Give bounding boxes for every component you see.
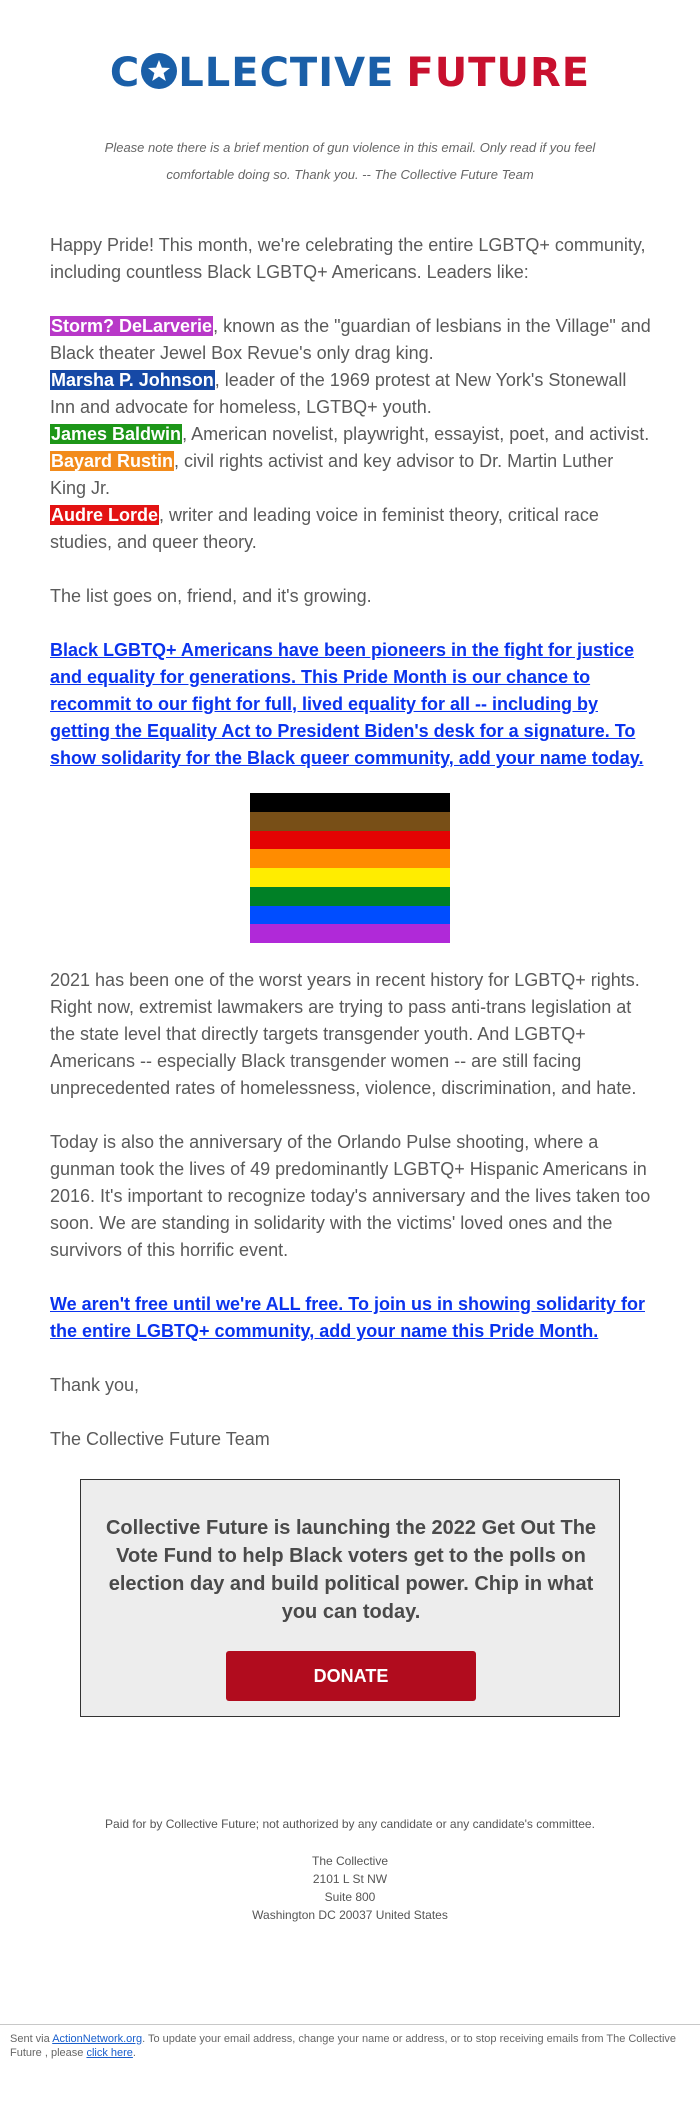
cta-paragraph-1 bbox=[50, 637, 652, 772]
logo-word-collective: C LLECTIVE bbox=[109, 50, 395, 96]
leader-name: James Baldwin bbox=[51, 424, 182, 444]
flag-stripe bbox=[250, 887, 450, 906]
intro-paragraph: Happy Pride! This month, we're celebrating the entire LGBTQ+ community, including countless Black LGBTQ+ Americans. Leaders like: bbox=[50, 235, 646, 282]
donate-box bbox=[80, 1479, 620, 1717]
footer-divider bbox=[0, 2024, 700, 2025]
leader-item bbox=[50, 421, 652, 448]
mailing-address bbox=[0, 1852, 700, 1924]
leader-description: , writer and leading voice in feminist theory, critical race studies, and queer theory. bbox=[50, 505, 599, 552]
flag-stripe bbox=[250, 849, 450, 868]
leader-description: , civil rights activist and key advisor to Dr. Martin Luther King Jr. bbox=[50, 451, 614, 498]
lgbtq-rights-paragraph: 2021 has been one of the worst years in recent history for LGBTQ+ rights. Right now, extremist lawmakers are trying to pass anti-trans legislation at the state level that directly targets transgender youth. And LGBTQ+ Americans -- especially Black transgender women -- are still facing unprecedented rates of homelessness, violence, discrimination, and hate. bbox=[50, 970, 640, 1098]
cta-paragraph-2 bbox=[50, 1291, 652, 1345]
leader-item bbox=[50, 448, 652, 502]
leader-name: Bayard Rustin bbox=[51, 451, 174, 471]
leader-name: Storm? DeLarverie bbox=[51, 316, 213, 336]
leader-name: Audre Lorde bbox=[51, 505, 159, 525]
leader-description: , American novelist, playwright, essayist, poet, and activist. bbox=[182, 424, 650, 444]
paid-for-disclaimer: Paid for by Collective Future; not authorized by any candidate or any candidate's committee. bbox=[105, 1817, 595, 1831]
signature: The Collective Future Team bbox=[50, 1429, 270, 1449]
actionnetwork-link[interactable]: ActionNetwork.org bbox=[52, 2033, 143, 2045]
logo-word-future: FUTURE bbox=[406, 50, 591, 96]
address-line: The Collective bbox=[311, 1854, 389, 1868]
thank-you-text: Thank you, bbox=[50, 1375, 140, 1395]
address-line: Suite 800 bbox=[324, 1890, 376, 1904]
address-line: Washington DC 20037 United States bbox=[252, 1908, 448, 1922]
donate-pitch: Collective Future is launching the 2022 Get Out The Vote Fund to help Black voters get to the polls on election day and build political power. Chip in what you can today. bbox=[105, 1517, 597, 1623]
leader-description: , known as the "guardian of lesbians in the Village" and Black theater Jewel Box Revue's only drag king. bbox=[50, 316, 651, 363]
unsubscribe-footer: Sent via ActionNetwork.org. To update your email address, change your name or address, or to stop receiving emails from The Collective Future , please click here. bbox=[10, 2033, 677, 2059]
leader-description: , leader of the 1969 protest at New York's Stonewall Inn and advocate for homeless, LGTBQ+ youth. bbox=[50, 370, 627, 417]
pulse-anniversary-paragraph: Today is also the anniversary of the Orlando Pulse shooting, where a gunman took the lives of 49 predominantly LGBTQ+ Hispanic Americans in 2016. It's important to recognize today's anniversary and the lives taken too soon. We are standing in solidarity with the victims' loved ones and the survivors of this horrific event. bbox=[50, 1132, 651, 1260]
leader-item bbox=[50, 367, 652, 421]
leaders-list bbox=[50, 313, 652, 556]
content-warning: Please note there is a brief mention of gun violence in this email. Only read if you feel comfortable doing so. Thank you. -- The Collective Future Team bbox=[104, 140, 596, 182]
leader-item bbox=[50, 502, 652, 556]
add-name-link-1[interactable]: Black LGBTQ+ Americans have been pioneers in the fight for justice and equality for generations. This Pride Month is our chance to recommit to our fight for full, lived equality for all -- including by getting the Equality Act to President Biden's desk for a signature. To show solidarity for the Black queer community, add your name today. bbox=[50, 640, 644, 768]
flag-stripe bbox=[250, 812, 450, 831]
donate-button[interactable]: DONATE bbox=[226, 1651, 476, 1701]
star-icon bbox=[141, 53, 177, 89]
collective-future-logo bbox=[0, 50, 700, 96]
address-line: 2101 L St NW bbox=[312, 1872, 388, 1886]
flag-stripe bbox=[250, 906, 450, 925]
flag-stripe bbox=[250, 924, 450, 943]
flag-stripe bbox=[250, 831, 450, 850]
leader-name: Marsha P. Johnson bbox=[51, 370, 214, 390]
list-goes-on-text: The list goes on, friend, and it's growing. bbox=[50, 586, 372, 606]
unsubscribe-link[interactable]: click here bbox=[86, 2047, 133, 2059]
leader-item bbox=[50, 313, 652, 367]
flag-stripe bbox=[250, 793, 450, 812]
progress-pride-flag-image bbox=[250, 793, 450, 943]
flag-stripe bbox=[250, 868, 450, 887]
add-name-link-2[interactable]: We aren't free until we're ALL free. To join us in showing solidarity for the entire LGBTQ+ community, add your name this Pride Month. bbox=[50, 1294, 645, 1341]
